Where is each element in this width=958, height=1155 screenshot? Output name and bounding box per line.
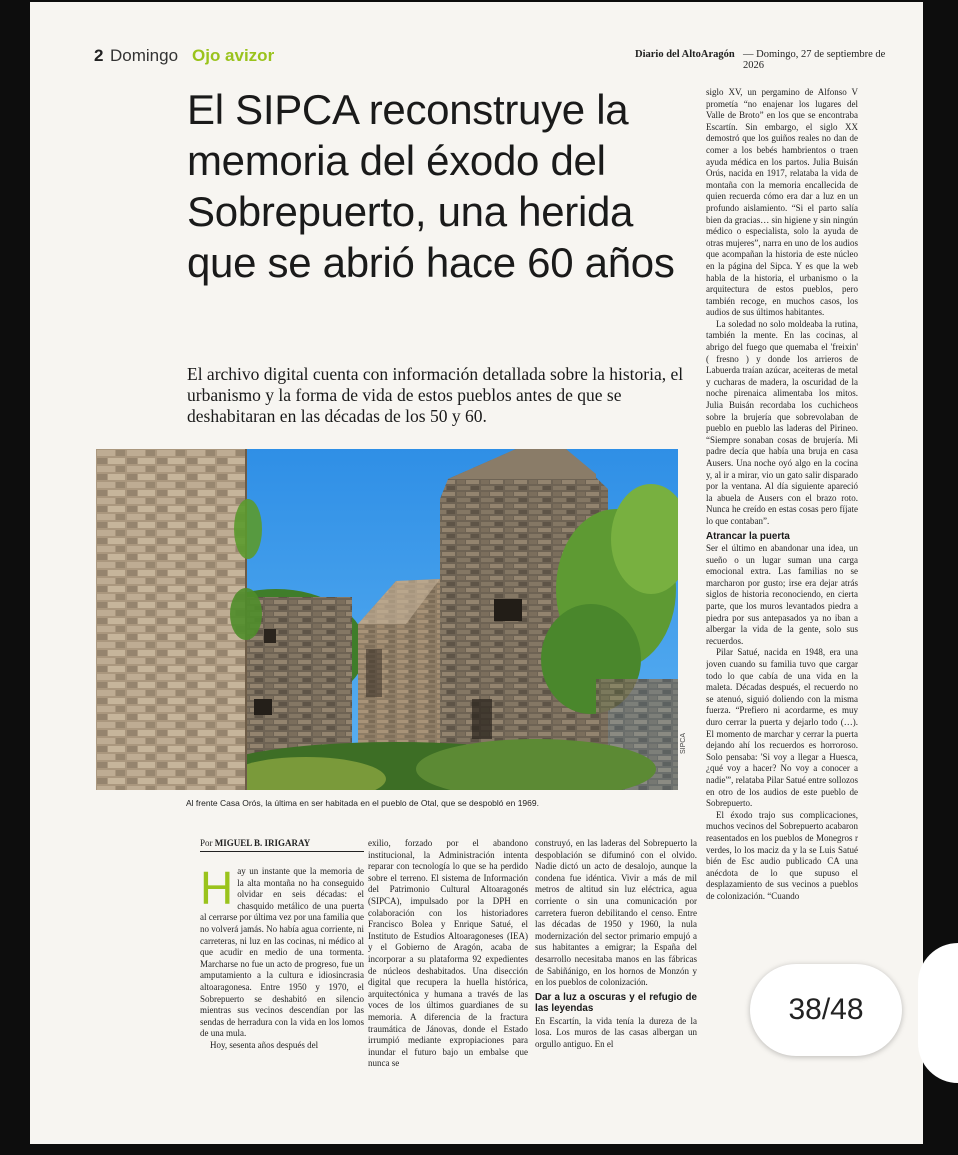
article-headline: El SIPCA reconstruye la memoria del éxodo del Sobrepuerto, una herida que se abrió hace 60 años xyxy=(187,86,675,286)
byline-author: MIGUEL B. IRIGARAY xyxy=(214,838,311,848)
photo-credit: SIPCA xyxy=(680,732,687,754)
page-header xyxy=(94,46,894,70)
paragraph: Pilar Satué, nacida en 1948, era una joven cuando su familia tuvo que cargar todo lo que cabía de una vida en la maleta. Décadas después, el recuerdo no se atenuó, siguió doliendo con la misma fuerza. “Prefiero ni acordarme, es muy duro cerrar la puerta y dejarlo todo (…). El momento de marchar y cerrar la puerta dejando ahí los recuerdos es horroroso. Solo pensaba: 'Si voy a llegar a Huesca, ¿qué voy a hacer? No voy a conocer a nadie'”, relataba Pilar Satué entre sollozos en otro de los audios de este pueblo de Sobrepuerto. xyxy=(706,647,858,809)
page-number: 2 xyxy=(94,46,104,65)
newspaper-name: Diario del AltoAragón xyxy=(635,49,735,60)
article-column-2 xyxy=(368,838,528,1110)
paragraph: El éxodo trajo sus complicaciones, muchos vecinos del Sobrepuerto acabaron reasentados en los pueblos de Monegros r verdes, lo los maciz da y la se Luis Satué bién de Esc audio publicado CA una anécdota de lo que supuso el desplazamiento de sus vecinos a pueblos de colonización. “Cuando xyxy=(706,809,858,901)
paragraph: Hoy, sesenta años después del xyxy=(210,1039,319,1050)
article-column-1 xyxy=(200,866,364,1110)
ruined-village-illustration xyxy=(96,449,678,790)
photo-caption: Al frente Casa Orós, la última en ser habitada en el pueblo de Otal, que se despobló en 1969. xyxy=(186,798,539,808)
paragraph: siglo XV, un pergamino de Alfonso V prometía “no enajenar los lugares del Valle de Broto” en los que se encontraba Escartín. Sin embargo, el siglo XX demostró que los guiños reales no dan de comer a los bebés hambrientos o traen ayuda médica en los partos. Julia Buisán Orús, nacida en 1917, relataba la vida de montaña con la memoria encallecida de quien recuerda cómo era dar a luz en un profundo aislamiento. “Si el parto salía bien da gracias… sin higiene y sin ningún médico o especialista, solo la ayuda de otras mujeres”, narra en uno de los audios que acompañan la historia de este núcleo en la página del Sipca. Y es que la web habla de la historia, el urbanismo o la arquitectura de estos pueblos, pero también recoge, en muchos casos, los audios de sus últimos habitantes. xyxy=(706,87,858,318)
article-column-3 xyxy=(535,838,697,1110)
article-photo xyxy=(96,449,678,790)
page-indicator[interactable]: 38/48 xyxy=(750,964,902,1056)
paragraph: ay un instante que la memoria de la alta montaña no ha conseguido olvidar en seis décadas: el chasquido metálico de una puerta al cerrarse por última vez por una familia que no volverá jamás. No había agua corriente, ni carreteras, ni luz en las cocinas, ni médico al que acudir en medio de una tormenta. Marcharse no fue un acto de progreso, fue un amputamiento a la cultura e idiosincrasia altoaragonesa. Entre 1950 y 1970, el Sobrepuerto se deshabitó en silencio mientras sus vecinos descendían por las sendas de herradura con la vida en los lomos de una mula. xyxy=(200,866,364,1039)
subsection-name: Ojo avizor xyxy=(192,46,275,65)
article-subheadline: El archivo digital cuenta con información detallada sobre la historia, el urbanismo y la forma de vida de estos pueblos antes de que se deshabitaran en las décadas de los 50 y 60. xyxy=(187,364,684,426)
byline-prefix: Por xyxy=(200,838,213,848)
paragraph: construyó, en las laderas del Sobrepuerto la despoblación se difuminó con el olvido. Nadie dictó un acto de desalojo, aunque la condena fue idéntica. Vivir a más de mil metros de altitud sin luz eléctrica, agua corriente o sin una comunicación por carretera fueron debilitando el censo. Entre las décadas de 1950 y 1960, la nula modernización del sector primario empujó a sus habitantes a emigrar; la España del desarrollo necesitaba manos en las fábricas de Sabiñánigo, en los hornos de Monzón y en los pueblos de colonización. xyxy=(535,838,697,988)
issue-date: — Domingo, 27 de septiembre de 2026 xyxy=(743,49,886,71)
drop-cap: H xyxy=(200,866,234,914)
viewer-side-handle[interactable] xyxy=(918,943,958,1083)
article-byline xyxy=(200,838,364,852)
article-column-4 xyxy=(706,87,858,1113)
section-subheading: Atrancar la puerta xyxy=(706,530,790,542)
paragraph: En Escartín, la vida tenía la dureza de la losa. Los muros de las casas albergan un orgullo antiguo. En el xyxy=(535,1015,697,1049)
paragraph: Ser el último en abandonar una idea, un sueño o un lugar suman una carga emocional extra. Las familias no se marcharon por gusto; irse era dejar atrás siglos de historia reconociendo, en cierta parte, que los muros levantados piedra a piedra por sus antepasados ya no iban a albergar la vida de la gente, solo sus recuerdos. xyxy=(706,543,858,646)
paragraph: La soledad no solo moldeaba la rutina, también la mente. En las cocinas, al abrigo del fuego que quemaba el 'freixin' ( fresno ) y donde los arrieros de Labuerda traían azúcar, aceiteras de metal y cucharas de madera, la oscuridad de la noche pirenaica alimentaba los mitos. Julia Buisán recordaba los cuchicheos sobre la brujería que sobrevolaban de pueblo en pueblo las laderas del Pirineo. “Siempre sonaban cosas de brujería. Mi padre decía que había una bruja en casa Ausers. Una noche oyó algo en la cocina y, al ir a mirar, vio un gato salir disparado por la ventana. Al día siguiente apareció la abuela de Ausers con el brazo roto. Nunca he creído en estas cosas pero fíjate lo que contaban”. xyxy=(706,318,858,526)
section-name: Domingo xyxy=(110,46,179,65)
section-subheading: Dar a luz a oscuras y el refugio de las leyendas xyxy=(535,991,697,1015)
paragraph: exilio, forzado por el abandono institucional, la Administración intenta reparar con tecnología lo que se ha perdido sobre el terreno. El sistema de Información del Patrimonio Cultural Altoaragonés (SIPCA), impulsado por la DPH en colaboración con los historiadores Francisco Bolea y Enrique Satué, el Instituto de Estudios Altoaragoneses (IEA) y el Gobierno de Aragón, acaba de incorporar a su plataforma 92 expedientes de núcleos deshabitados. Una disección digital que recupera la huella histórica, arquitectónica y humana a través de las voces de los últimos guardianes de su memoria. A diferencia de la fractura traumática de Jánovas, donde el Estado irrumpió mediante expropiaciones para inundar el futuro bajo un embalse que nunca se xyxy=(368,838,528,1069)
